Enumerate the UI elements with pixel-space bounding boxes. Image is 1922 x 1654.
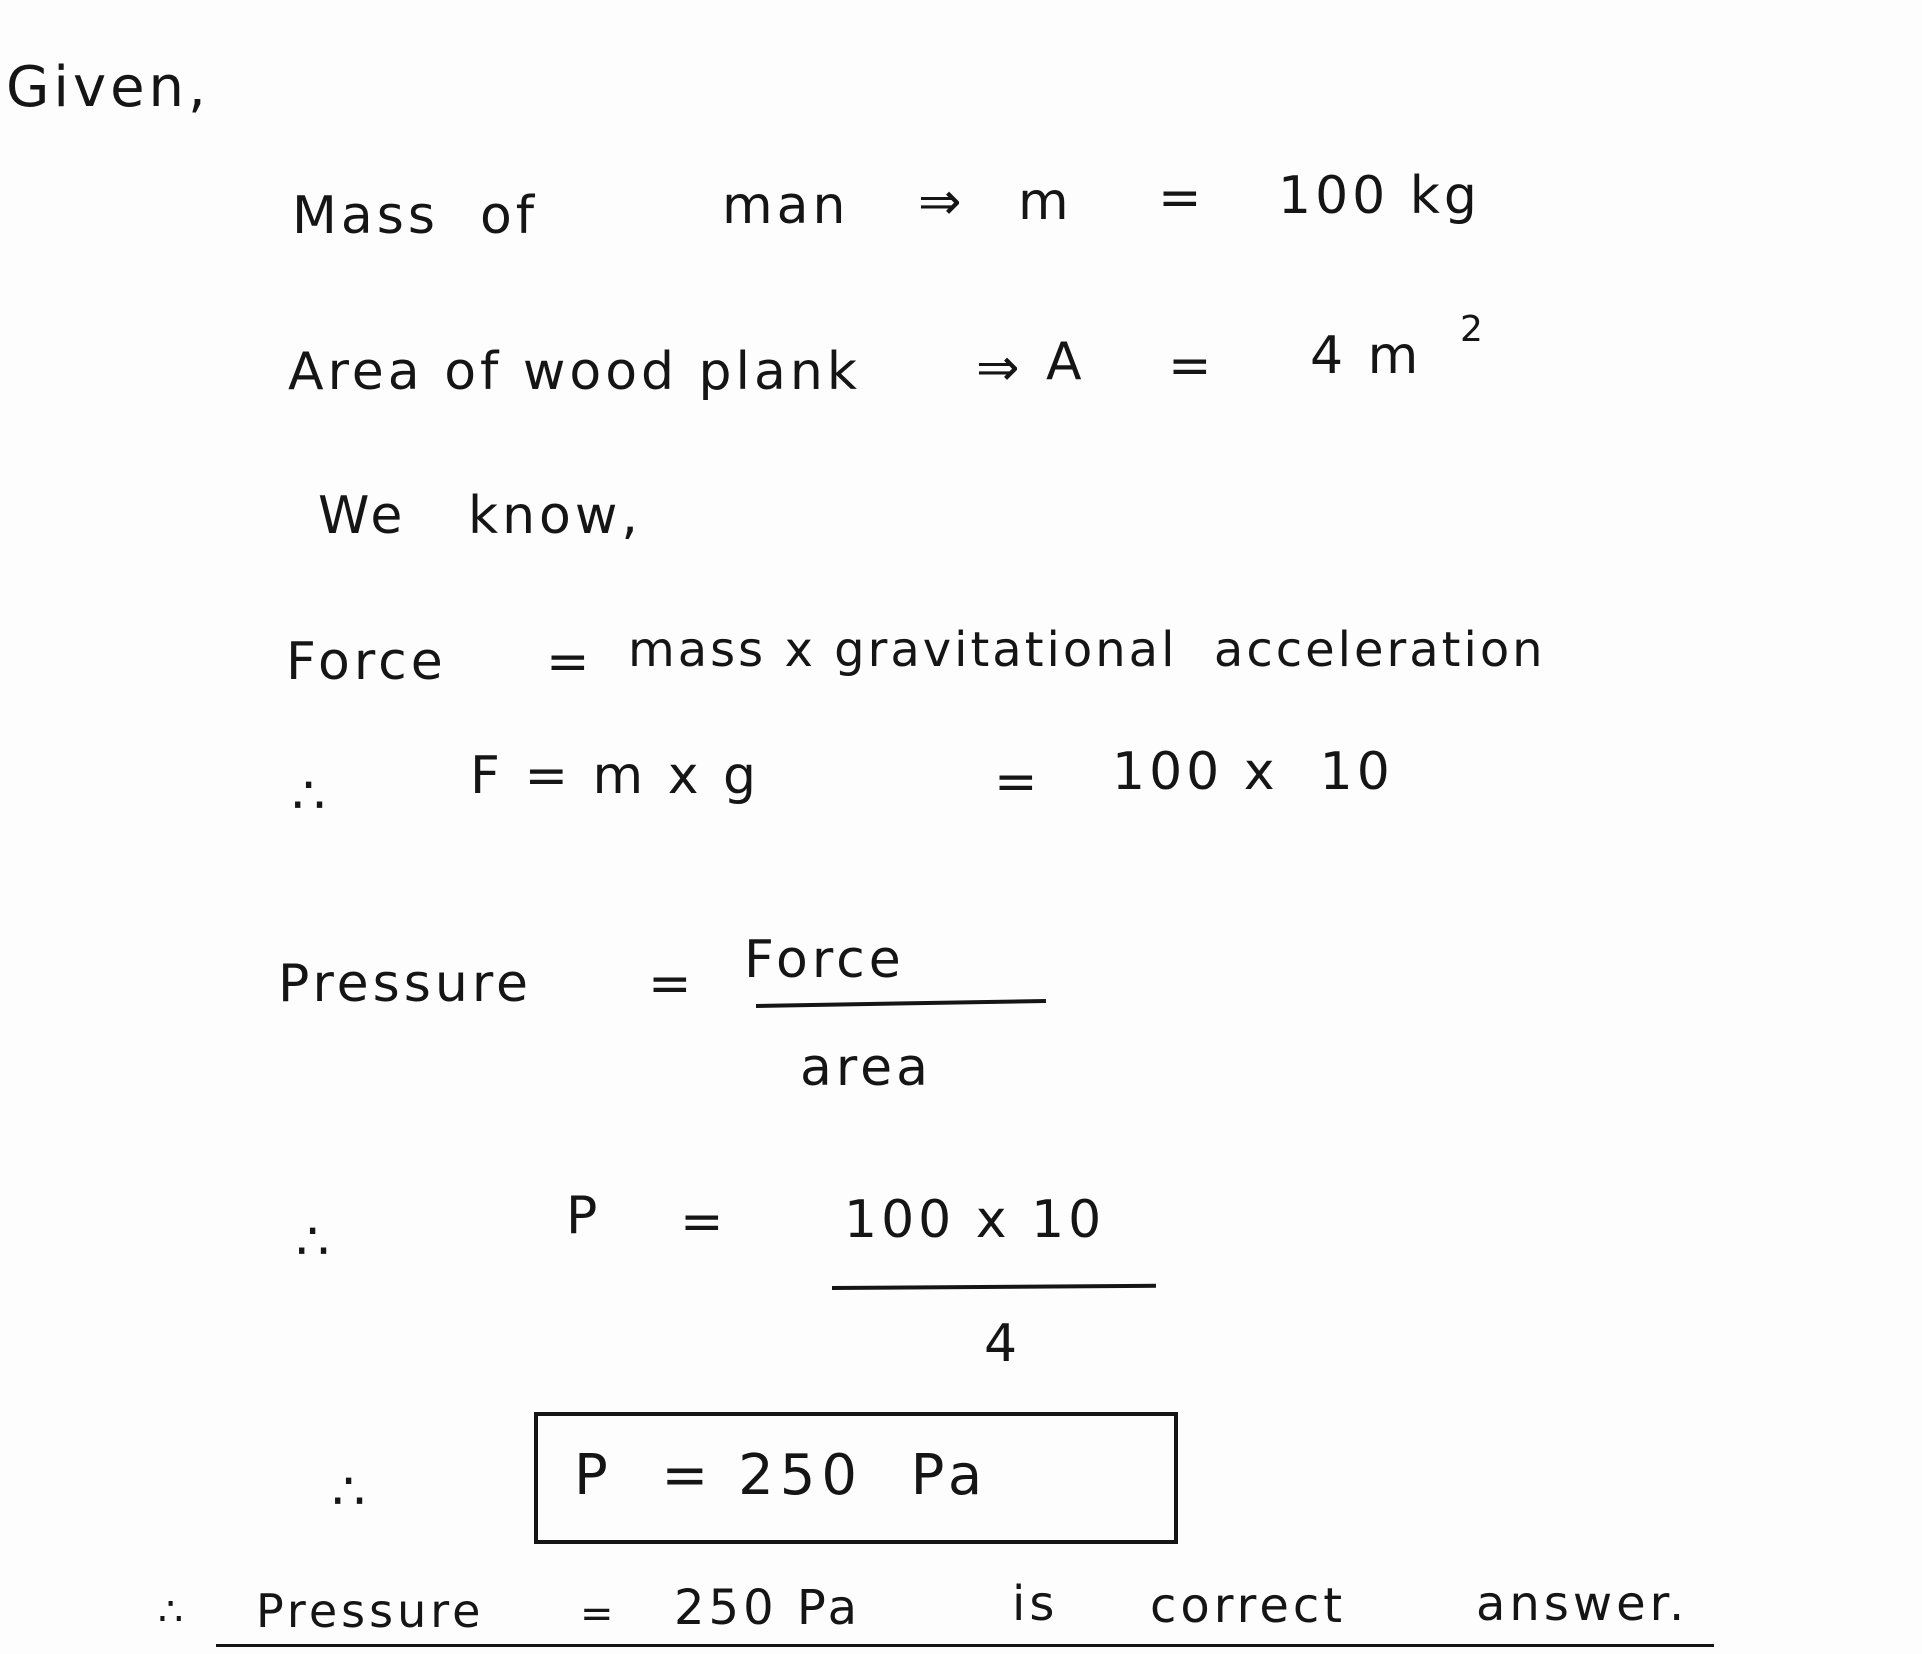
pressure-equals: = <box>648 954 692 1014</box>
final-value: 250 Pa <box>674 1580 862 1636</box>
final-underline <box>216 1644 1714 1647</box>
final-answer: answer. <box>1476 1576 1689 1632</box>
f-value: 100 x 10 <box>1112 742 1394 802</box>
mass-equals: = <box>1158 168 1202 228</box>
p-symbol: P <box>566 1186 602 1246</box>
mass-value: 100 kg <box>1278 166 1481 226</box>
area-label: Area of wood plank <box>288 342 861 402</box>
given-heading: Given, <box>6 55 210 120</box>
p-numerator: 100 x 10 <box>844 1190 1106 1250</box>
p-fraction-bar <box>832 1284 1156 1290</box>
pressure-label: Pressure <box>278 954 533 1014</box>
f-formula: F = m x g <box>470 746 761 806</box>
area-value: 4 m <box>1310 326 1423 386</box>
mass-symbol: m <box>1018 172 1073 232</box>
therefore-symbol-2: ∴ <box>296 1212 330 1272</box>
p-denominator: 4 <box>984 1314 1022 1374</box>
area-equals: = <box>1168 336 1212 396</box>
mass-man-text: man <box>722 176 850 236</box>
area-symbol: A <box>1046 332 1086 392</box>
force-definition: mass x gravitational acceleration <box>628 622 1546 678</box>
boxed-result: P = 250 Pa <box>574 1443 989 1508</box>
therefore-symbol-1: ∴ <box>292 766 326 826</box>
pressure-numerator: Force <box>744 930 905 990</box>
therefore-symbol-3: ∴ <box>332 1462 366 1522</box>
we-know-text: We know, <box>318 486 642 546</box>
mass-implies-arrow: ⇒ <box>918 172 962 232</box>
pressure-denominator: area <box>800 1038 932 1098</box>
p-equals: = <box>680 1192 724 1252</box>
final-equals: = <box>580 1591 614 1637</box>
f-equals: = <box>994 752 1038 812</box>
final-pressure-label: Pressure <box>256 1584 485 1638</box>
therefore-symbol-4: ∴ <box>158 1589 184 1635</box>
area-implies-arrow: ⇒ <box>976 338 1020 398</box>
final-correct: correct <box>1150 1578 1347 1634</box>
force-equals: = <box>546 632 590 692</box>
area-exponent: 2 <box>1460 309 1483 350</box>
force-label: Force <box>286 632 447 692</box>
pressure-fraction-bar <box>756 999 1046 1008</box>
final-is: is <box>1012 1576 1059 1632</box>
mass-label: Mass of <box>292 186 539 246</box>
